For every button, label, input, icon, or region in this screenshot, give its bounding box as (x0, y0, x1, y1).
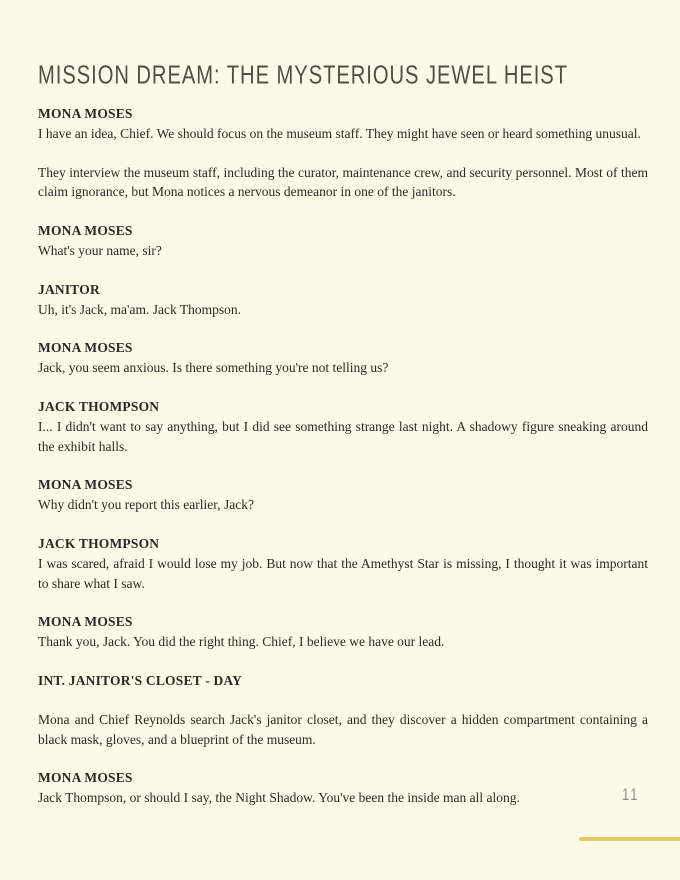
action-block (38, 163, 648, 203)
dialogue-text: Uh, it's Jack, ma'am. Jack Thompson. (38, 301, 241, 317)
character-cue: MONA MOSES (38, 770, 133, 786)
dialogue-block (38, 534, 648, 593)
dialogue-block (38, 280, 648, 320)
action-text: Mona and Chief Reynolds search Jack's janitor closet, and they discover a hidden compartment containing a black mask, gloves, and a blueprint of the museum. (38, 711, 648, 747)
dialogue-block (38, 338, 648, 378)
scene-heading: INT. JANITOR'S CLOSET - DAY (38, 672, 243, 688)
accent-divider-line (579, 837, 680, 841)
dialogue-block (38, 221, 648, 261)
dialogue-block (38, 397, 648, 456)
dialogue-block (38, 612, 648, 652)
dialogue-text: Why didn't you report this earlier, Jack? (38, 497, 254, 513)
script-title: MISSION DREAM: THE MYSTERIOUS JEWEL HEIST (38, 61, 568, 90)
dialogue-block (38, 768, 648, 808)
character-cue: JACK THOMPSON (38, 535, 160, 551)
dialogue-text: Jack, you seem anxious. Is there something you're not telling us? (38, 360, 389, 376)
character-cue: JACK THOMPSON (38, 398, 160, 414)
character-cue: MONA MOSES (38, 106, 133, 121)
dialogue-text: I have an idea, Chief. We should focus on the museum staff. They might have seen or heard something unusual. (38, 125, 641, 141)
dialogue-text: Jack Thompson, or should I say, the Night Shadow. You've been the inside man all along. (38, 790, 520, 806)
action-text: They interview the museum staff, including the curator, maintenance crew, and security personnel. Most of them claim ignorance, but Mona notices a nervous demeanor in one of the janitors. (38, 164, 648, 200)
page-number: 11 (622, 785, 640, 804)
character-cue: MONA MOSES (38, 340, 133, 356)
scene-heading-block (38, 671, 648, 691)
character-cue: MONA MOSES (38, 223, 133, 239)
dialogue-text: I... I didn't want to say anything, but I did see something strange last night. A shadowy figure sneaking around the exhibit halls. (38, 418, 648, 454)
character-cue: MONA MOSES (38, 614, 133, 630)
dialogue-block (38, 104, 648, 144)
character-cue: JANITOR (38, 281, 100, 297)
dialogue-text: I was scared, afraid I would lose my job. But now that the Amethyst Star is missing, I thought it was important to share what I saw. (38, 555, 648, 591)
action-block (38, 710, 648, 750)
dialogue-text: What's your name, sir? (38, 242, 162, 258)
dialogue-text: Thank you, Jack. You did the right thing. Chief, I believe we have our lead. (38, 634, 445, 650)
character-cue: MONA MOSES (38, 477, 133, 493)
dialogue-block (38, 475, 648, 515)
